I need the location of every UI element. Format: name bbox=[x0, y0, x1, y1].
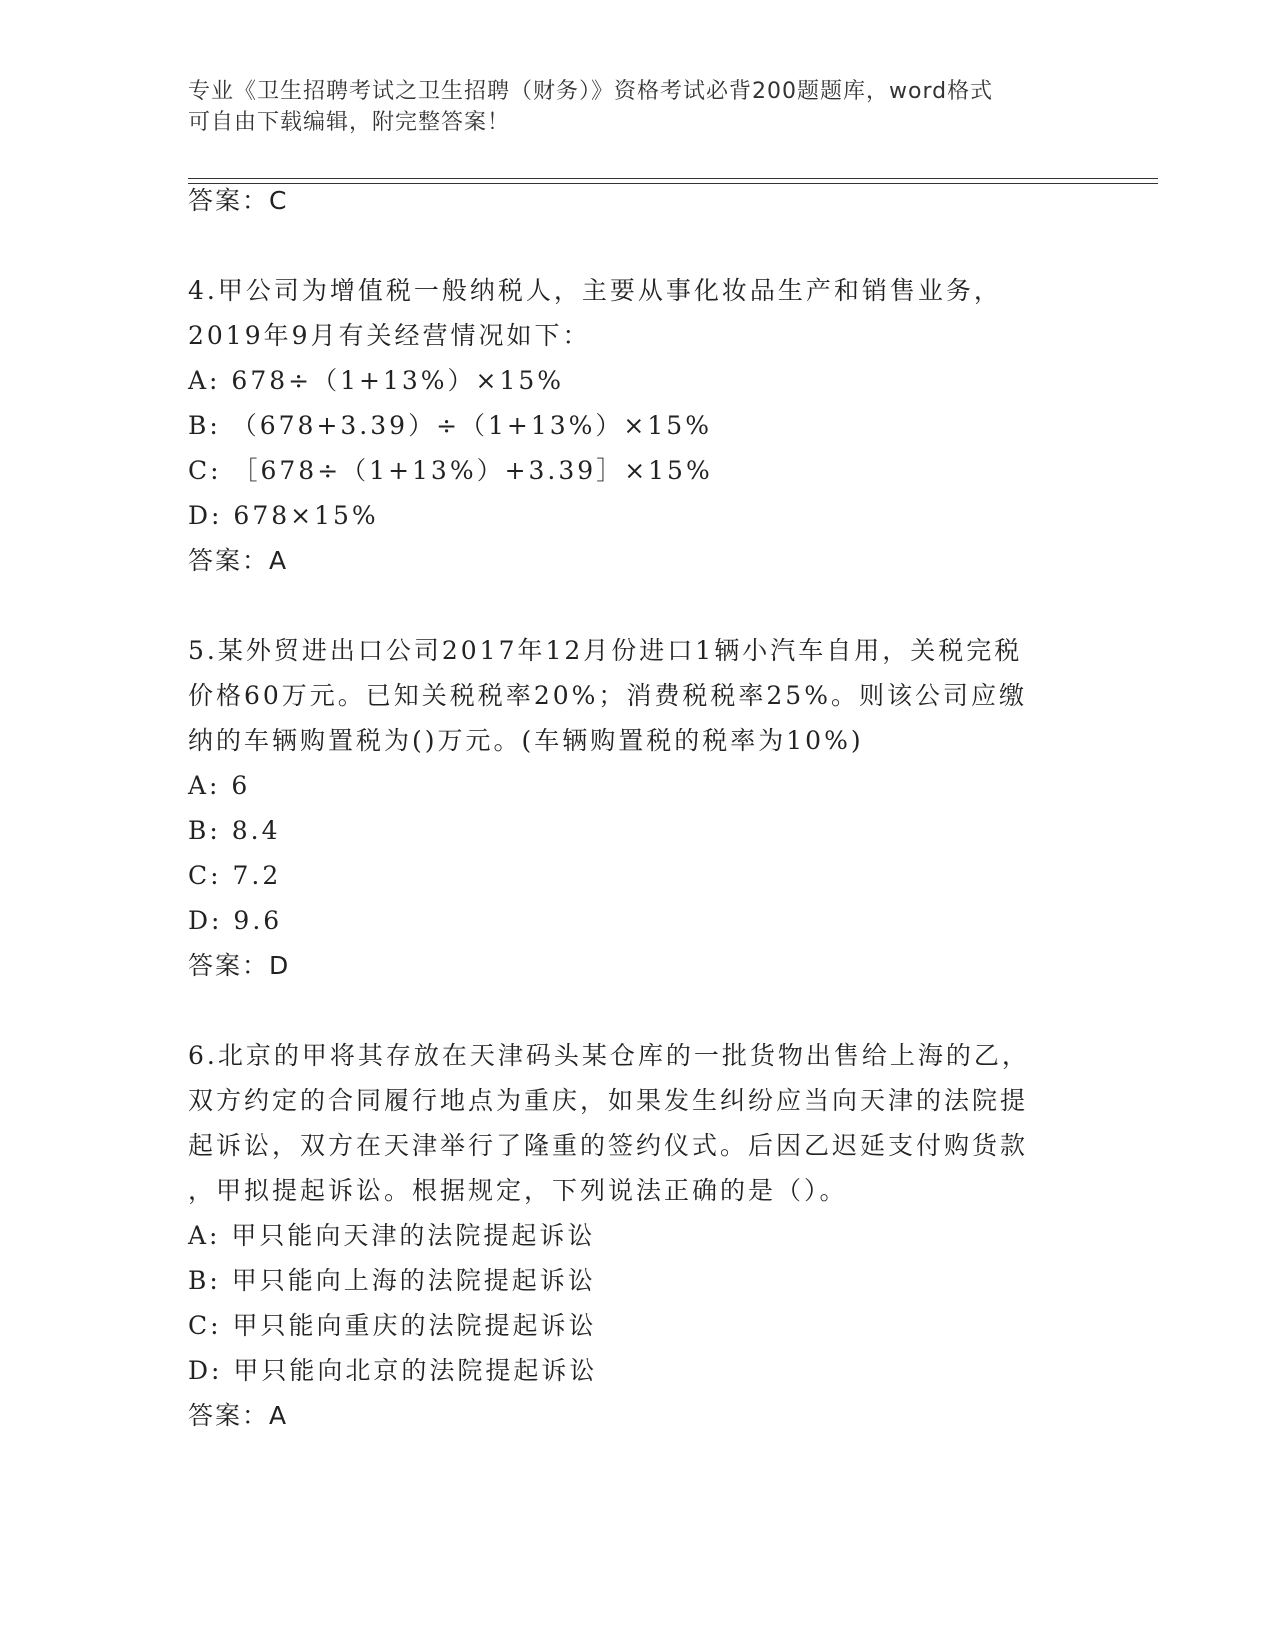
question-stem-line: 起诉讼，双方在天津举行了隆重的签约仪式。后因乙迟延支付购货款 bbox=[188, 1131, 1029, 1160]
option-a: A: 甲只能向天津的法院提起诉讼 bbox=[188, 1221, 596, 1250]
option-b: B: 甲只能向上海的法院提起诉讼 bbox=[188, 1266, 596, 1295]
option-d: D: 9.6 bbox=[188, 906, 283, 935]
answer-label: 答案：D bbox=[188, 951, 291, 980]
question-5 bbox=[188, 628, 1068, 988]
option-c: C: ［678÷（1+13%）+3.39］×15% bbox=[188, 456, 713, 485]
question-6 bbox=[188, 1033, 1068, 1438]
question-stem-line: 价格60万元。已知关税税率20%；消费税税率25%。则该公司应缴 bbox=[188, 681, 1027, 710]
option-b: B: 8.4 bbox=[188, 816, 281, 845]
answer-label: 答案：A bbox=[188, 546, 289, 575]
question-stem-line: 5.某外贸进出口公司2017年12月份进口1辆小汽车自用，关税完税 bbox=[188, 636, 1023, 665]
header-line-1: 专业《卫生招聘考试之卫生招聘（财务）》资格考试必背200题题库，word格式 bbox=[188, 79, 994, 104]
question-4 bbox=[188, 268, 1068, 583]
option-b: B: （678+3.39）÷（1+13%）×15% bbox=[188, 411, 712, 440]
answer-label: 答案：C bbox=[188, 186, 289, 215]
option-c: C: 7.2 bbox=[188, 861, 282, 890]
question-stem-line: 4.甲公司为增值税一般纳税人，主要从事化妆品生产和销售业务， bbox=[188, 276, 1002, 305]
question-stem-line: 纳的车辆购置税为()万元。(车辆购置税的税率为10%) bbox=[188, 726, 864, 755]
document-body bbox=[188, 178, 1068, 1438]
question-stem-line: 6.北京的甲将其存放在天津码头某仓库的一批货物出售给上海的乙， bbox=[188, 1041, 1030, 1070]
option-d: D: 甲只能向北京的法院提起诉讼 bbox=[188, 1356, 598, 1385]
answer-label: 答案：A bbox=[188, 1401, 289, 1430]
question-stem-line: 双方约定的合同履行地点为重庆，如果发生纠纷应当向天津的法院提 bbox=[188, 1086, 1029, 1115]
question-stem-line: 2019年9月有关经营情况如下： bbox=[188, 321, 591, 350]
option-a: A: 6 bbox=[188, 771, 251, 800]
document-header bbox=[188, 76, 1078, 138]
header-line-2: 可自由下载编辑，附完整答案！ bbox=[188, 110, 511, 135]
option-a: A: 678÷（1+13%）×15% bbox=[188, 366, 565, 395]
option-d: D: 678×15% bbox=[188, 501, 379, 530]
question-stem-line: ，甲拟提起诉讼。根据规定，下列说法正确的是（）。 bbox=[188, 1176, 848, 1205]
option-c: C: 甲只能向重庆的法院提起诉讼 bbox=[188, 1311, 597, 1340]
